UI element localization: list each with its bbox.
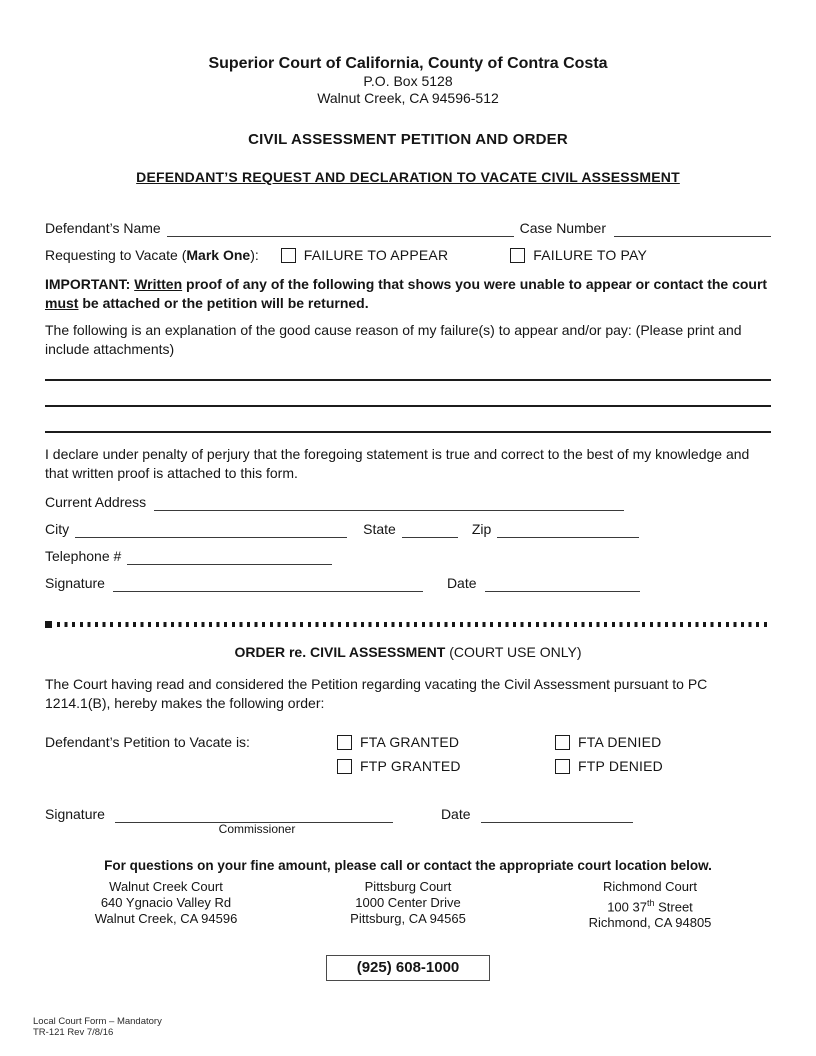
requesting-label: Requesting to Vacate (Mark One): <box>45 247 259 263</box>
petition-decision-label: Defendant’s Petition to Vacate is: <box>45 734 250 750</box>
court-name-line: Walnut Creek Court <box>109 879 223 894</box>
current-address-label: Current Address <box>45 494 147 510</box>
telephone-row <box>45 547 771 565</box>
court-citystate-line: Richmond, CA 94805 <box>588 915 712 931</box>
court-citystate-line: Walnut Creek, CA 94596 <box>94 911 238 926</box>
court-address-line: 100 37th Street <box>607 898 693 915</box>
date-label: Date <box>446 575 477 591</box>
ftp-granted-option <box>337 757 555 775</box>
court-phone-number: (925) 608-1000 <box>326 955 491 981</box>
ftp-denied-checkbox[interactable] <box>555 759 570 774</box>
order-body-text: The Court having read and considered the Petition regarding vacating the Civil Assessment pursuant to PC 1214.1(B), hereby makes the following order: <box>45 676 708 711</box>
requesting-row <box>45 246 771 264</box>
court-name-line: Pittsburg Court <box>364 879 452 894</box>
state-field[interactable] <box>402 522 458 538</box>
court-citystate-line: Pittsburg, CA 94565 <box>350 911 466 926</box>
petition-decision-row-2 <box>45 757 771 775</box>
court-address-line: 640 Ygnacio Valley Rd <box>100 895 232 910</box>
order-heading: ORDER re. CIVIL ASSESSMENT (COURT USE ONLY) <box>234 644 582 660</box>
fta-granted-label: FTA GRANTED <box>360 734 460 750</box>
fta-denied-checkbox[interactable] <box>555 735 570 750</box>
failure-to-pay-label: FAILURE TO PAY <box>533 247 648 263</box>
order-date-field[interactable] <box>481 807 633 823</box>
section-title: DEFENDANT’S REQUEST AND DECLARATION TO VACATE CIVIL ASSESSMENT <box>136 169 680 185</box>
zip-field[interactable] <box>497 522 639 538</box>
tear-off-divider <box>45 620 771 628</box>
failure-to-appear-checkbox[interactable] <box>281 248 296 263</box>
current-address-field[interactable] <box>154 495 624 511</box>
commissioner-caption: Commissioner <box>218 822 296 836</box>
declaration-text: I declare under penalty of perjury that the foregoing statement is true and correct to the best of my knowledge and that written proof is attached to this form. <box>45 446 750 481</box>
order-signature-field[interactable] <box>115 807 393 823</box>
pittsburg-court <box>287 879 529 931</box>
fta-denied-option <box>555 733 661 751</box>
city-label: City <box>45 521 70 537</box>
city-field[interactable] <box>75 522 347 538</box>
order-signature-label: Signature <box>45 806 105 822</box>
form-type-line: Local Court Form – Mandatory <box>33 1016 162 1027</box>
case-number-label: Case Number <box>519 220 606 236</box>
court-locations <box>45 879 771 931</box>
form-revision-line: TR-121 Rev 7/8/16 <box>33 1027 114 1038</box>
court-city-line: Walnut Creek, CA 94596-512 <box>317 90 499 106</box>
state-label: State <box>363 521 396 537</box>
walnut-creek-court <box>45 879 287 931</box>
form-id-footer <box>33 1016 162 1038</box>
signature-row <box>45 574 771 592</box>
order-date-label: Date <box>440 806 471 822</box>
petition-decision-row-1 <box>45 733 771 751</box>
court-po-box: P.O. Box 5128 <box>363 73 453 89</box>
telephone-label: Telephone # <box>45 548 122 564</box>
form-title: CIVIL ASSESSMENT PETITION AND ORDER <box>248 131 568 148</box>
ftp-granted-checkbox[interactable] <box>337 759 352 774</box>
ftp-granted-label: FTP GRANTED <box>360 758 461 774</box>
date-field[interactable] <box>485 576 640 592</box>
divider-lead-square <box>45 621 52 628</box>
current-address-row <box>45 493 771 511</box>
richmond-court <box>529 879 771 931</box>
explanation-line-2[interactable] <box>45 405 771 407</box>
fta-denied-label: FTA DENIED <box>578 734 662 750</box>
explanation-line-3[interactable] <box>45 431 771 433</box>
ftp-denied-option <box>555 757 663 775</box>
defendant-case-row <box>45 219 771 237</box>
court-address-line: 1000 Center Drive <box>355 895 461 910</box>
explanation-instructions: The following is an explanation of the good cause reason of my failure(s) to appear and/or pay: (Please print and include attachments) <box>45 322 742 357</box>
telephone-field[interactable] <box>127 549 332 565</box>
phone-box-wrapper <box>45 955 771 981</box>
ftp-denied-label: FTP DENIED <box>578 758 663 774</box>
zip-label: Zip <box>471 521 492 537</box>
failure-to-pay-checkbox[interactable] <box>510 248 525 263</box>
failure-to-appear-label: FAILURE TO APPEAR <box>303 247 449 263</box>
court-name-line: Richmond Court <box>603 879 697 894</box>
fta-granted-option <box>337 733 555 751</box>
questions-line: For questions on your fine amount, please call or contact the appropriate court location below. <box>104 858 712 873</box>
defendant-name-field[interactable] <box>167 221 514 237</box>
case-number-field[interactable] <box>614 221 771 237</box>
court-name: Superior Court of California, County of Contra Costa <box>208 55 608 72</box>
explanation-line-1[interactable] <box>45 379 771 381</box>
defendant-name-label: Defendant’s Name <box>45 220 161 236</box>
order-signature-row <box>45 805 771 823</box>
signature-label: Signature <box>45 575 105 591</box>
signature-field[interactable] <box>113 576 423 592</box>
city-state-zip-row <box>45 520 771 538</box>
important-note: IMPORTANT: Written proof of any of the following that shows you were unable to appear or contact the court must be attached or the petition will be returned. <box>45 276 768 311</box>
divider-dots <box>57 622 771 627</box>
fta-granted-checkbox[interactable] <box>337 735 352 750</box>
